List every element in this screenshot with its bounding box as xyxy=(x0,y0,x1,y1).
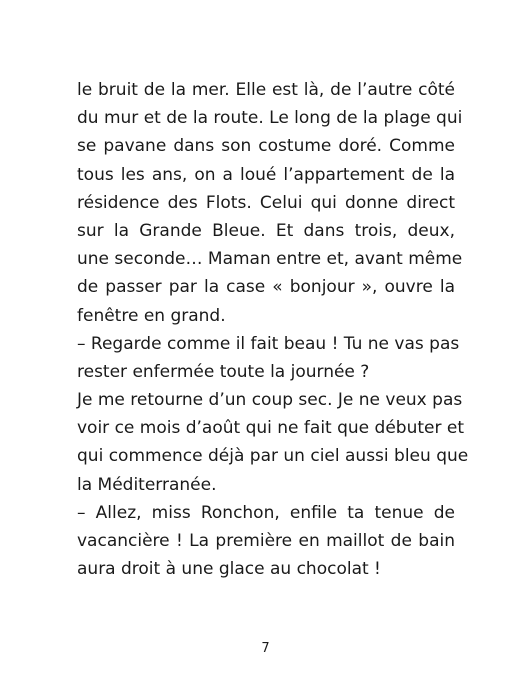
text-line: une seconde… Maman entre et, avant même xyxy=(77,249,463,270)
text-line: fenêtre en grand. xyxy=(77,305,226,326)
text-line: voir ce mois d’août qui ne fait que débuter et xyxy=(77,418,464,439)
text-line: rester enfermée toute la journée ? xyxy=(77,361,370,382)
text-line: – Allez, miss Ronchon, enfile ta tenue de xyxy=(77,502,455,523)
text-line: de passer par la case « bonjour », ouvre la xyxy=(77,277,455,298)
text-line: – Regarde comme il fait beau ! Tu ne vas pas xyxy=(77,333,460,354)
text-line: sur la Grande Bleue. Et dans trois, deux, xyxy=(77,220,455,241)
text-line: du mur et de la route. Le long de la plage qui xyxy=(77,108,463,129)
text-line: tous les ans, on a loué l’appartement de la xyxy=(77,164,455,185)
text-line: qui commence déjà par un ciel aussi bleu que xyxy=(77,446,469,467)
text-line: la Méditerranée. xyxy=(77,474,217,495)
page-number: 7 xyxy=(261,641,270,656)
text-line: résidence des Flots. Celui qui donne direct xyxy=(77,192,455,213)
text-line: Je me retourne d’un coup sec. Je ne veux pas xyxy=(77,390,463,411)
text-line: vacancière ! La première en maillot de bain xyxy=(77,531,455,551)
text-line: le bruit de la mer. Elle est là, de l’autre côté xyxy=(77,80,455,100)
text-line: aura droit à une glace au chocolat ! xyxy=(77,559,381,580)
text-line: se pavane dans son costume doré. Comme xyxy=(77,136,455,157)
body-text xyxy=(77,76,469,583)
